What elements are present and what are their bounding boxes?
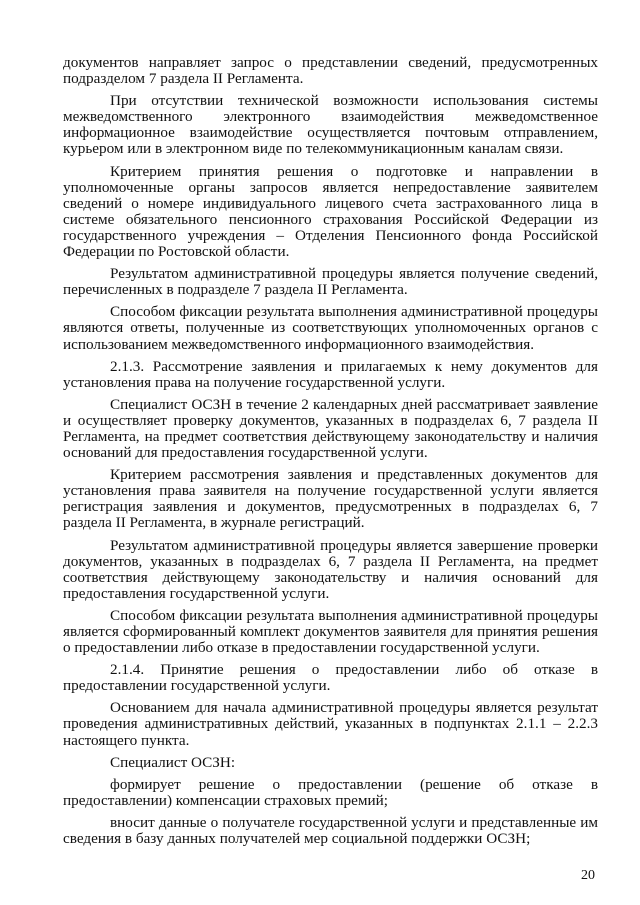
paragraph: При отсутствии технической возможности использования системы межведомственного электронного взаимодействия межведомственное информационное взаимодействие осуществляется почтовым отправлением, курьером или в электронном виде по телекоммуникационным каналам связи. [63,92,598,158]
paragraph: Способом фиксации результата выполнения административной процедуры является сформированный комплект документов заявителя для принятия решения о предоставлении либо отказе в предоставлении государственной услуги. [63,606,598,657]
paragraph: Специалист ОСЗН в течение 2 календарных дней рассматривает заявление и осуществляет проверку документов, указанных в подразделах 6, 7 раздела II Регламента, на предмет соответствия действующему законодательству и наличия оснований для предоставления государственной услуги. [63,395,598,462]
paragraph: вносит данные о получателе государственной услуги и представленные им сведения в базу данных получателей мер социальной поддержки ОСЗН; [63,813,598,848]
paragraph: формирует решение о предоставлении (решение об отказе в предоставлении) компенсации страховых премий; [63,775,598,809]
section-heading-2-1-3: 2.1.3. Рассмотрение заявления и прилагаемых к нему документов для установления права на получение государственной услуги. [63,357,598,391]
paragraph: Критерием принятия решения о подготовке и направлении в уполномоченные органы запросов является непредоставление заявителем сведений о номере индивидуального лицевого счета застрахованного лица в системе обязательного пенсионного страхования Российской Федерации из государственного учреждения – Отделения Пенсионного фонда Российской Федерации по Ростовской области. [63,162,598,261]
paragraph: Специалист ОСЗН: [110,753,236,771]
paragraph: Основанием для начала административной процедуры является результат проведения административных действий, указанных в подпунктах 2.1.1 – 2.2.3 настоящего пункта. [63,699,598,749]
paragraph: Результатом административной процедуры является получение сведений, перечисленных в подразделе 7 раздела II Регламента. [63,265,598,299]
paragraph-continuation: документов направляет запрос о представлении сведений, предусмотренных подразделом 7 раздела II Регламента. [63,54,598,88]
page-number: 20 [581,868,595,883]
section-heading-2-1-4: 2.1.4. Принятие решения о предоставлении либо об отказе в предоставлении государственной услуги. [63,661,598,695]
paragraph: Результатом административной процедуры является завершение проверки документов, указанных в подразделах 6, 7 раздела II Регламента, на предмет соответствия действующему законодательству и наличия оснований для предоставления государственной услуги. [63,536,598,602]
paragraph: Способом фиксации результата выполнения административной процедуры являются ответы, полученные из соответствующих уполномоченных органов с использованием межведомственного информационного взаимодействия. [63,303,598,353]
paragraph: Критерием рассмотрения заявления и представленных документов для установления права заявителя на получение государственной услуги является регистрация заявления и документов, предусмотренных в подразделах 6, 7 раздела II Регламента, в журнале регистраций. [63,466,598,532]
